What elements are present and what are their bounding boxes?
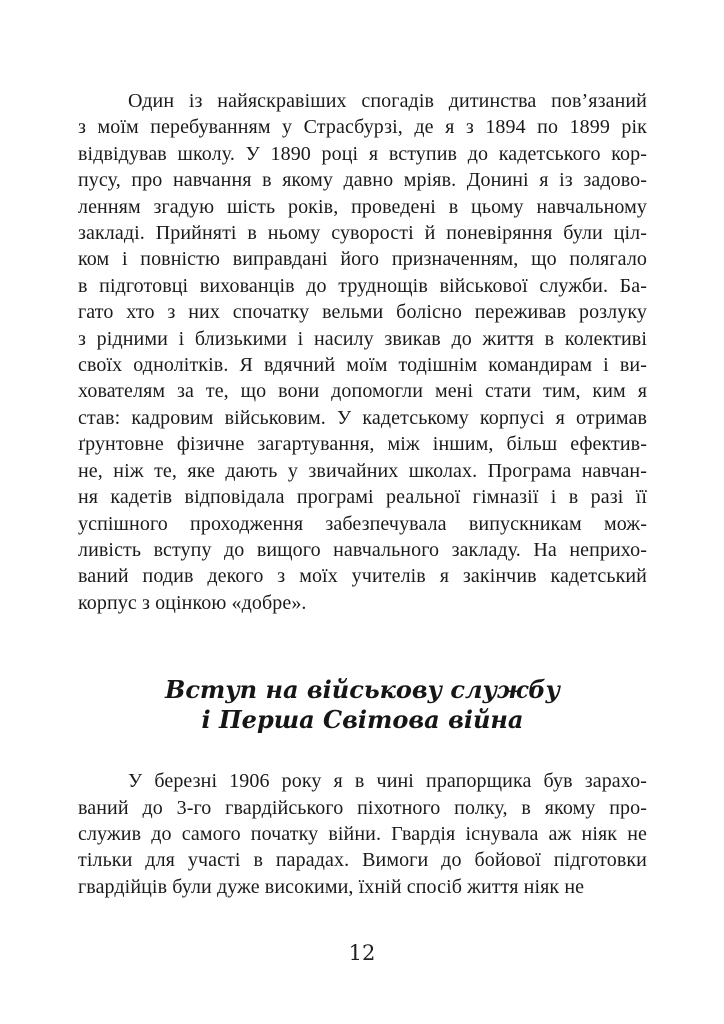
- text-line: ваний до 3-го гвардійського піхотного полку, в якому про-: [78, 796, 647, 819]
- section-heading-line-2: і Перша Світова війна: [201, 705, 524, 735]
- text-line: хователям за те, що вони допомогли мені стати тим, ким я: [78, 380, 647, 403]
- text-line: пусу, про навчання в якому давно мріяв. Донині я із задово-: [78, 169, 647, 192]
- page-number: 12: [348, 941, 376, 965]
- text-line: успішного проходження забезпечувала випускникам мож-: [78, 512, 647, 535]
- text-line: своїх однолітків. Я вдячний моїм тодішнім командирам і ви-: [78, 354, 647, 377]
- text-line: ленням згадую шість років, проведені в цьому навчальному: [78, 195, 647, 218]
- paragraph-military-service: [78, 768, 647, 900]
- text-line: не, ніж те, яке дають у звичайних школах. Програма навчан-: [78, 459, 647, 482]
- text-line: в підготовці вихованців до труднощів військової служби. Ба-: [78, 274, 647, 297]
- text-line: з рідними і близькими і насилу звикав до життя в колективі: [78, 327, 647, 350]
- text-line: корпус з оцінкою «добре».: [78, 591, 307, 614]
- text-line: закладі. Прийняті в ньому суворості й поневіряння були ціл-: [78, 222, 647, 245]
- text-block: [78, 88, 647, 900]
- section-heading-line-1: Вступ на військову службу: [165, 675, 560, 705]
- paragraph-childhood-memories: [78, 88, 647, 616]
- text-line: тільки для участі в парадах. Вимоги до бойової підготовки: [78, 849, 647, 872]
- text-line: гато хто з них спочатку вельми болісно переживав розлуку: [78, 301, 647, 324]
- text-line: ня кадетів відповідала програмі реальної гімназії і в разі її: [78, 486, 647, 509]
- section-heading: [78, 675, 647, 735]
- text-line: Один із найяскравіших спогадів дитинства пов’язаний: [128, 90, 647, 112]
- text-line: з моїм перебуванням у Страсбурзі, де я з 1894 по 1899 рік: [78, 116, 647, 139]
- text-line: У березні 1906 року я в чині прапорщика був зарахо-: [128, 770, 647, 793]
- text-line: ґрунтовне фізичне загартування, між іншим, більш ефектив-: [78, 433, 647, 456]
- text-line: ком і повністю виправдані його призначенням, що полягало: [78, 248, 647, 271]
- text-line: став: кадровим військовим. У кадетському корпусі я отримав: [78, 406, 647, 429]
- text-line: ваний подив декого з моїх учителів я закінчив кадетський: [78, 565, 647, 588]
- text-line: ливість вступу до вищого навчального закладу. На неприхо-: [78, 538, 647, 561]
- text-line: служив до самого початку війни. Гвардія існувала аж ніяк не: [78, 822, 647, 845]
- text-line: гвардійців були дуже високими, їхній спосіб життя ніяк не: [78, 875, 585, 898]
- text-line: відвідував школу. У 1890 році я вступив до кадетського кор-: [78, 142, 647, 165]
